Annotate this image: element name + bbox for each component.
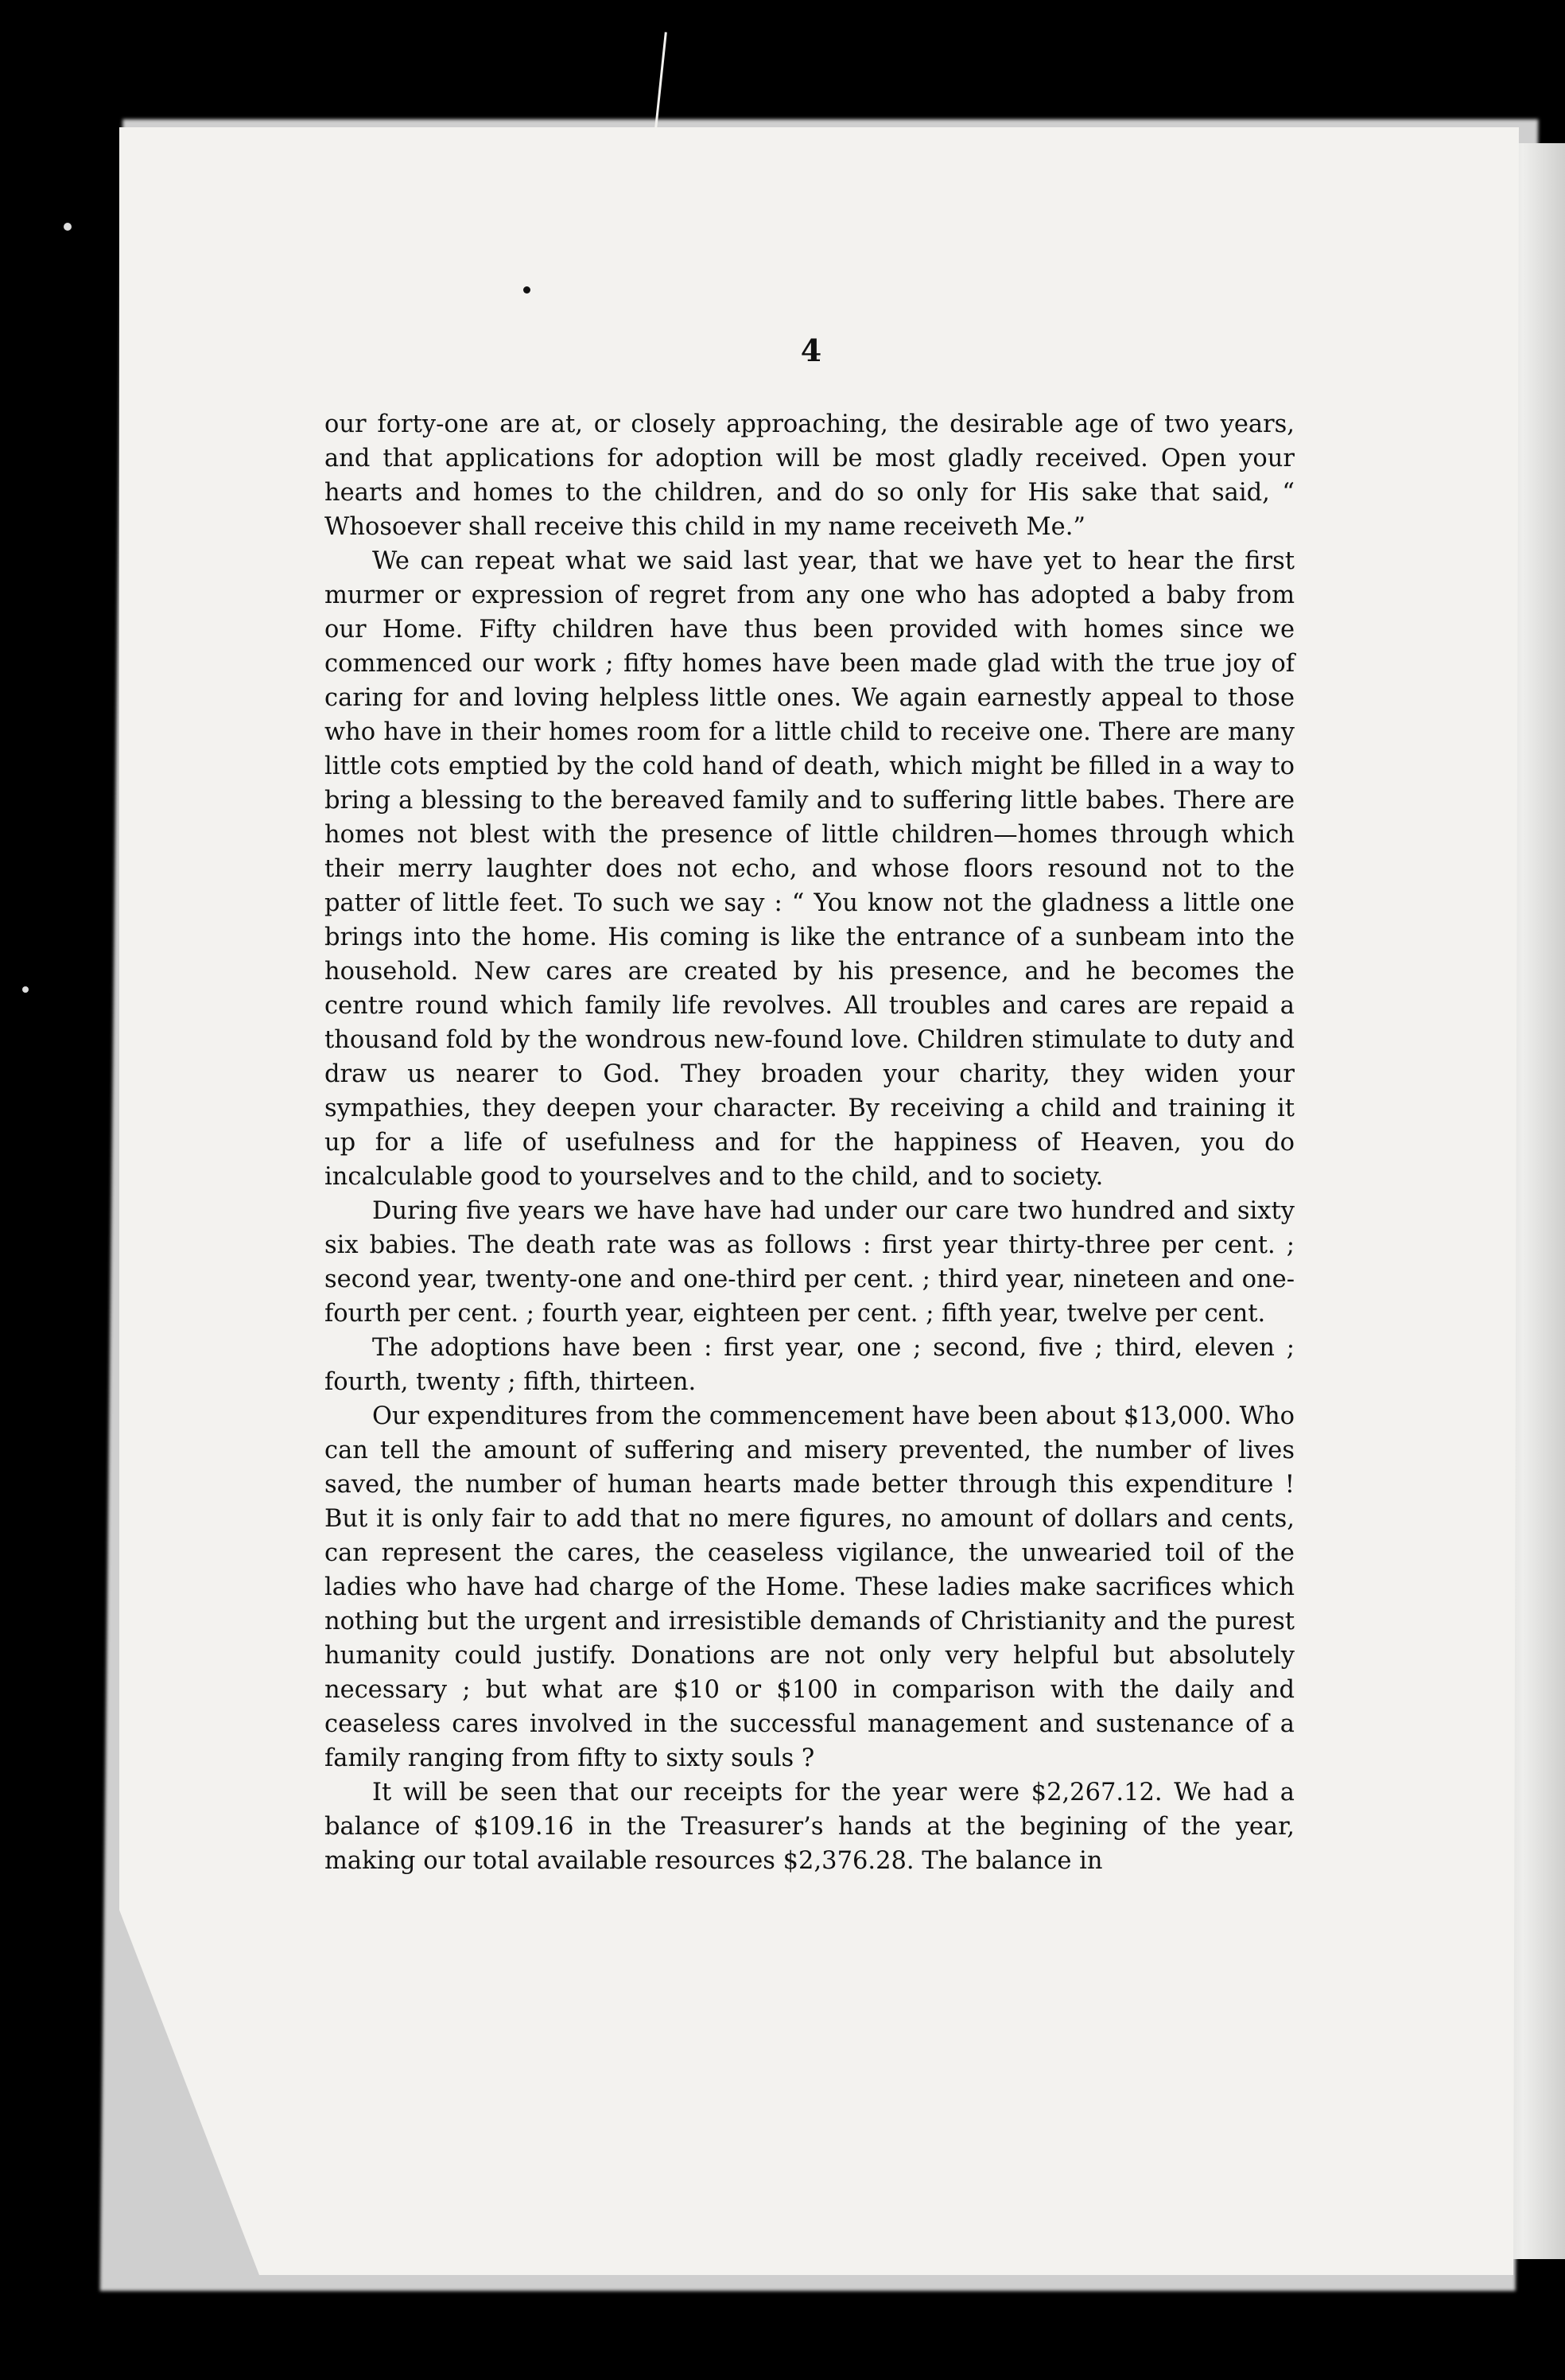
body-text <box>324 407 1295 1878</box>
scan-speck <box>64 223 72 231</box>
paragraph: Our expenditures from the commencement have been about $13,000. Who can tell the amount of suffering and misery prevented, the number of lives saved, the number of human hearts made better through this expenditure ! But it is only fair to add that no mere figures, no amount of dollars and cents, can represent the cares, the ceaseless vigilance, the unwearied toil of the ladies who have had charge of the Home. These ladies make sacrifices which nothing but the urgent and irresistible demands of Christianity and the purest humanity could justify. Donations are not only very helpful but absolutely necessary ; but what are $10 or $100 in comparison with the daily and ceaseless cares involved in the successful management and sustenance of a family ranging from fifty to sixty souls ? <box>324 1402 1295 1772</box>
scan-speck <box>523 286 530 294</box>
page-number: 4 <box>800 332 822 368</box>
paragraph: our forty-one are at, or closely approaching, the desirable age of two years, and that applications for adoption will be most gladly received. Open your hearts and homes to the children, and do so only for His sake that said, “ Whosoever shall receive this child in my name receiveth Me.” <box>324 410 1295 541</box>
paragraph: It will be seen that our receipts for the year were $2,267.12. We had a balance of $109.16 in the Treasurer’s hands at the begining of the year, making our total available resources $2,376.28. The balance in <box>324 1779 1295 1875</box>
paragraph: During five years we have have had under our care two hundred and sixty six babies. The death rate was as follows : first year thirty-three per cent. ; second year, twenty-one and one-third per cent. ; third year, nineteen and one-fourth per cent. ; fourth year, eighteen per cent. ; fifth year, twelve per cent. <box>324 1197 1295 1328</box>
paragraph: The adoptions have been : first year, one ; second, five ; third, eleven ; fourth, twenty ; fifth, thirteen. <box>324 1334 1295 1396</box>
paragraph: We can repeat what we said last year, that we have yet to hear the first murmer or expression of regret from any one who has adopted a baby from our Home. Fifty children have thus been provided with homes since we commenced our work ; fifty homes have been made glad with the true joy of caring for and loving helpless little ones. We again earnestly appeal to those who have in their homes room for a little child to receive one. There are many little cots emptied by the cold hand of death, which might be filled in a way to bring a blessing to the bereaved family and to suffering little babes. There are homes not blest with the presence of little children—homes through which their merry laughter does not echo, and whose floors resound not to the patter of little feet. To such we say : “ You know not the gladness a little one brings into the home. His coming is like the entrance of a sunbeam into the household. New cares are created by his presence, and he becomes the centre round which family life revolves. All troubles and cares are repaid a thousand fold by the wondrous new-found love. Children stimulate to duty and draw us nearer to God. They broaden your charity, they widen your sympathies, they deepen your character. By receiving a child and training it up for a life of usefulness and for the happiness of Heaven, you do incalculable good to yourselves and to the child, and to society. <box>324 547 1295 1191</box>
scan-speck <box>22 986 29 993</box>
